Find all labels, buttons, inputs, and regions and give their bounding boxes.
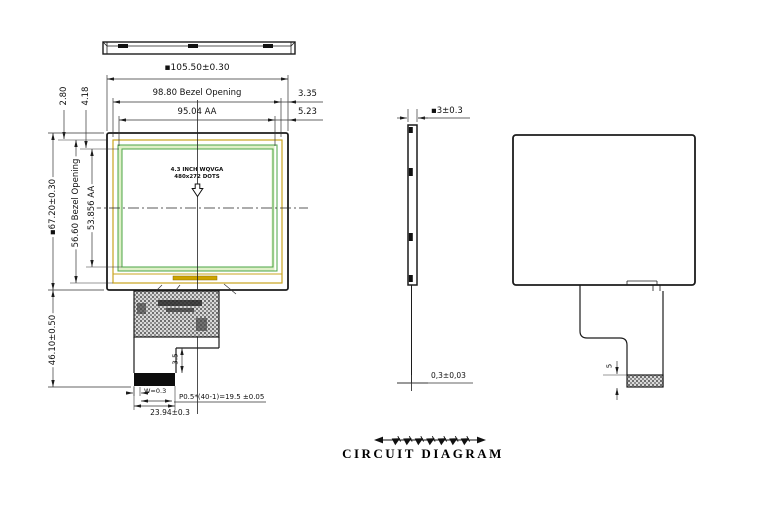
dim-fpc-length: 46.10±0.50: [47, 314, 58, 366]
dim-aa-width: 95.04 AA: [177, 107, 217, 117]
panel-label-line1: 4.3 INCH WQVGA: [170, 167, 224, 173]
back-view: [513, 135, 695, 400]
dim-bezel-width: 98.80 Bezel Opening: [152, 88, 242, 98]
dim-back-contact-height: 5: [605, 363, 614, 369]
circuit-terminal-left: [374, 437, 383, 444]
panel-label-line2: 480x272 DOTS: [174, 174, 220, 180]
dim-side-thickness: ▪3±0.3: [431, 106, 463, 116]
dim-pin-pitch: P0.5*(40-1)=19.5 ±0.05: [179, 393, 265, 401]
back-connector-contacts: [627, 375, 663, 387]
dim-fpc-tail: 3.5: [171, 353, 180, 365]
fpc-connector-contacts: [134, 373, 175, 386]
circuit-diagram-title: CIRCUIT DIAGRAM: [342, 446, 504, 461]
front-view: [48, 75, 323, 414]
bonding-gold-bar: [173, 276, 217, 280]
dim-pin-width: W=0.3: [144, 387, 167, 395]
dim-aa-offset-top: 4.18: [80, 86, 91, 106]
dim-aa-height: 53.856 AA: [86, 185, 97, 231]
top-view: [103, 42, 295, 54]
dim-side-fpc-thickness: 0,3±0,03: [431, 371, 466, 380]
back-fpc-outline: [580, 285, 627, 375]
fpc-flex-cable: [134, 291, 219, 386]
dim-bezel-offset-top: 2.80: [58, 86, 69, 106]
dim-bezel-height: 56.60 Bezel Opening: [70, 158, 81, 248]
dim-overall-width: ▪105.50±0.30: [164, 63, 230, 73]
circuit-terminal-right: [477, 437, 486, 444]
dim-bezel-offset-right: 3.35: [298, 89, 317, 99]
circuit-diagram: [374, 436, 486, 444]
dim-overall-height: ▪67.20±0.30: [47, 178, 58, 236]
dim-aa-offset-right: 5.23: [298, 107, 317, 117]
side-view: [397, 106, 473, 391]
dim-connector-width: 23.94±0.3: [150, 408, 190, 417]
